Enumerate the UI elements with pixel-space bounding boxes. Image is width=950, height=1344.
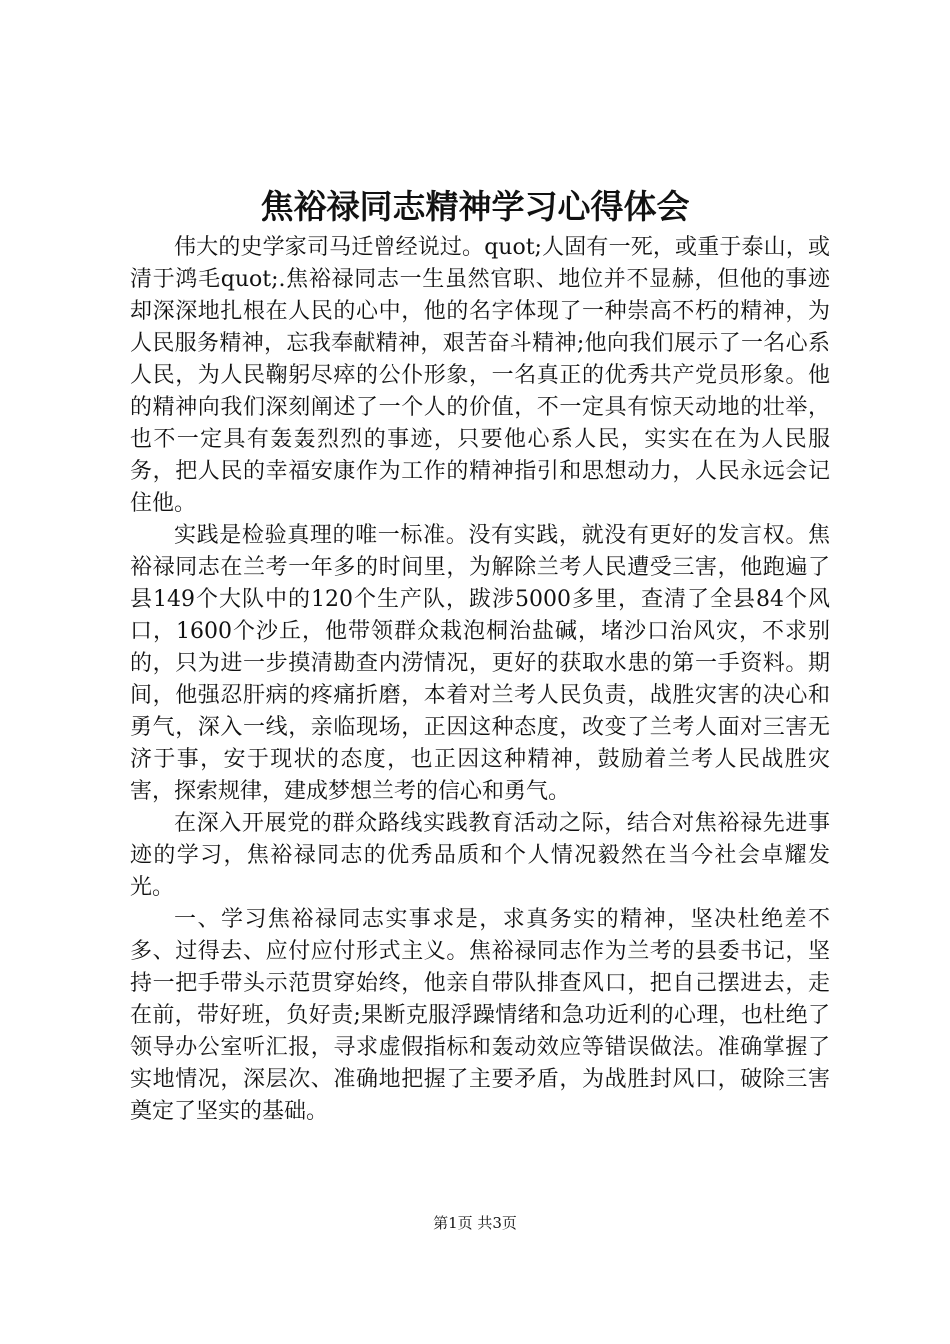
document-title: 焦裕禄同志精神学习心得体会 xyxy=(260,187,690,226)
paragraph-4: 一、学习焦裕禄同志实事求是，求真务实的精神，坚决杜绝差不多、过得去、应付应付形式主义。焦裕禄同志作为兰考的县委书记，坚持一把手带头示范贯穿始终，他亲自带队排查风口，把自己摆进去，走在前，带好班，负好责;果断克服浮躁情绪和急功近利的心理，也杜绝了领导办公室听汇报，寻求虚假指标和轰动效应等错误做法。准确掌握了实地情况，深层次、准确地把握了主要矛盾，为战胜封风口，破除三害奠定了坚实的基础。 xyxy=(130,907,830,1124)
paragraph-3: 在深入开展党的群众路线实践教育活动之际，结合对焦裕禄先进事迹的学习，焦裕禄同志的优秀品质和个人情况毅然在当今社会卓耀发光。 xyxy=(130,811,830,900)
paragraph-2: 实践是检验真理的唯一标准。没有实践，就没有更好的发言权。焦裕禄同志在兰考一年多的时间里，为解除兰考人民遭受三害，他跑遍了县149个大队中的120个生产队，跋涉5000多里，查清了全县84个风口，1600个沙丘，他带领群众栽泡桐治盐碱，堵沙口治风灾，不求别的，只为进一步摸清勘查内涝情况，更好的获取水患的第一手资料。期间，他强忍肝病的疼痛折磨，本着对兰考人民负责，战胜灾害的决心和勇气，深入一线，亲临现场，正因这种态度，改变了兰考人面对三害无济于事，安于现状的态度，也正因这种精神，鼓励着兰考人民战胜灾害，探索规律，建成梦想兰考的信心和勇气。 xyxy=(130,523,830,804)
document-body xyxy=(130,232,830,1128)
page-number-footer: 第1页 共3页 xyxy=(433,1214,517,1232)
paragraph-1: 伟大的史学家司马迁曾经说过。quot;人固有一死，或重于泰山，或清于鸿毛quot;.焦裕禄同志一生虽然官职、地位并不显赫，但他的事迹却深深地扎根在人民的心中，他的名字体现了一种崇高不朽的精神，为人民服务精神，忘我奉献精神，艰苦奋斗精神;他向我们展示了一名心系人民，为人民鞠躬尽瘁的公仆形象，一名真正的优秀共产党员形象。他的精神向我们深刻阐述了一个人的价值，不一定具有惊天动地的壮举，也不一定具有轰轰烈烈的事迹，只要他心系人民，实实在在为人民服务，把人民的幸福安康作为工作的精神指引和思想动力，人民永远会记住他。 xyxy=(130,235,830,516)
